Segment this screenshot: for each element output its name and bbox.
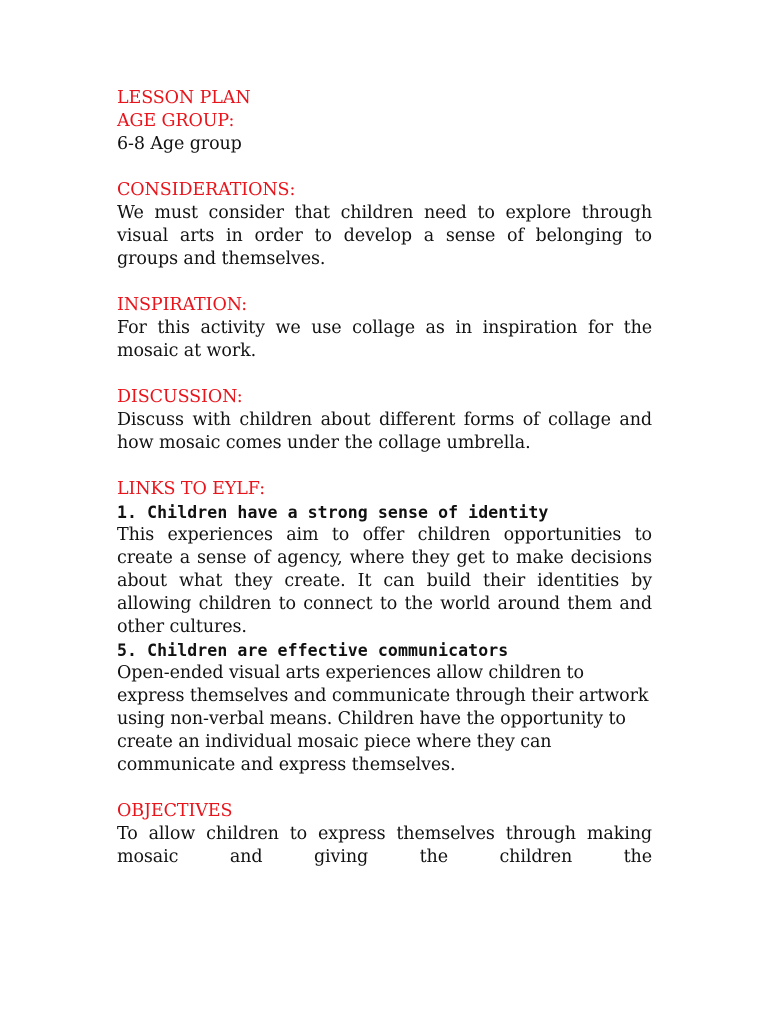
inspiration-heading: INSPIRATION: xyxy=(117,295,248,315)
discussion-heading: DISCUSSION: xyxy=(117,387,243,407)
objectives-heading: OBJECTIVES xyxy=(117,801,233,821)
section-spacer xyxy=(117,156,652,179)
inspiration-text: For this activity we use collage as in inspiration for the mosaic at work. xyxy=(117,318,652,361)
section-spacer xyxy=(117,271,652,294)
link-text-identity: This experiences aim to offer children opportunities to create a sense of agency, where they get to make decisions about what they create. It can build their identities by allowing children to connect to the world around them and other cultures. xyxy=(117,525,652,637)
section-spacer xyxy=(117,363,652,386)
link-title-identity: 1. Children have a strong sense of identity xyxy=(117,503,549,522)
section-spacer xyxy=(117,777,652,800)
considerations-heading: CONSIDERATIONS: xyxy=(117,180,296,200)
link-title-communicators: 5. Children are effective communicators xyxy=(117,641,509,660)
objectives-text: To allow children to express themselves through making mosaic and giving the children the xyxy=(117,824,652,867)
link-text-communicators: Open-ended visual arts experiences allow children to express themselves and communicate through their artwork using non-verbal means. Children have the opportunity to create an individual mosaic piece where they can communicate and express themselves. xyxy=(117,663,649,775)
considerations-text: We must consider that children need to explore through visual arts in order to develop a sense of belonging to groups and themselves. xyxy=(117,203,652,269)
lesson-plan-heading: LESSON PLAN xyxy=(117,88,251,108)
discussion-text: Discuss with children about different forms of collage and how mosaic comes under the collage umbrella. xyxy=(117,410,652,453)
lesson-plan-document xyxy=(117,87,652,869)
section-spacer xyxy=(117,455,652,478)
links-heading: LINKS TO EYLF: xyxy=(117,479,266,499)
age-group-text: 6-8 Age group xyxy=(117,134,242,154)
age-group-heading: AGE GROUP: xyxy=(117,111,235,131)
